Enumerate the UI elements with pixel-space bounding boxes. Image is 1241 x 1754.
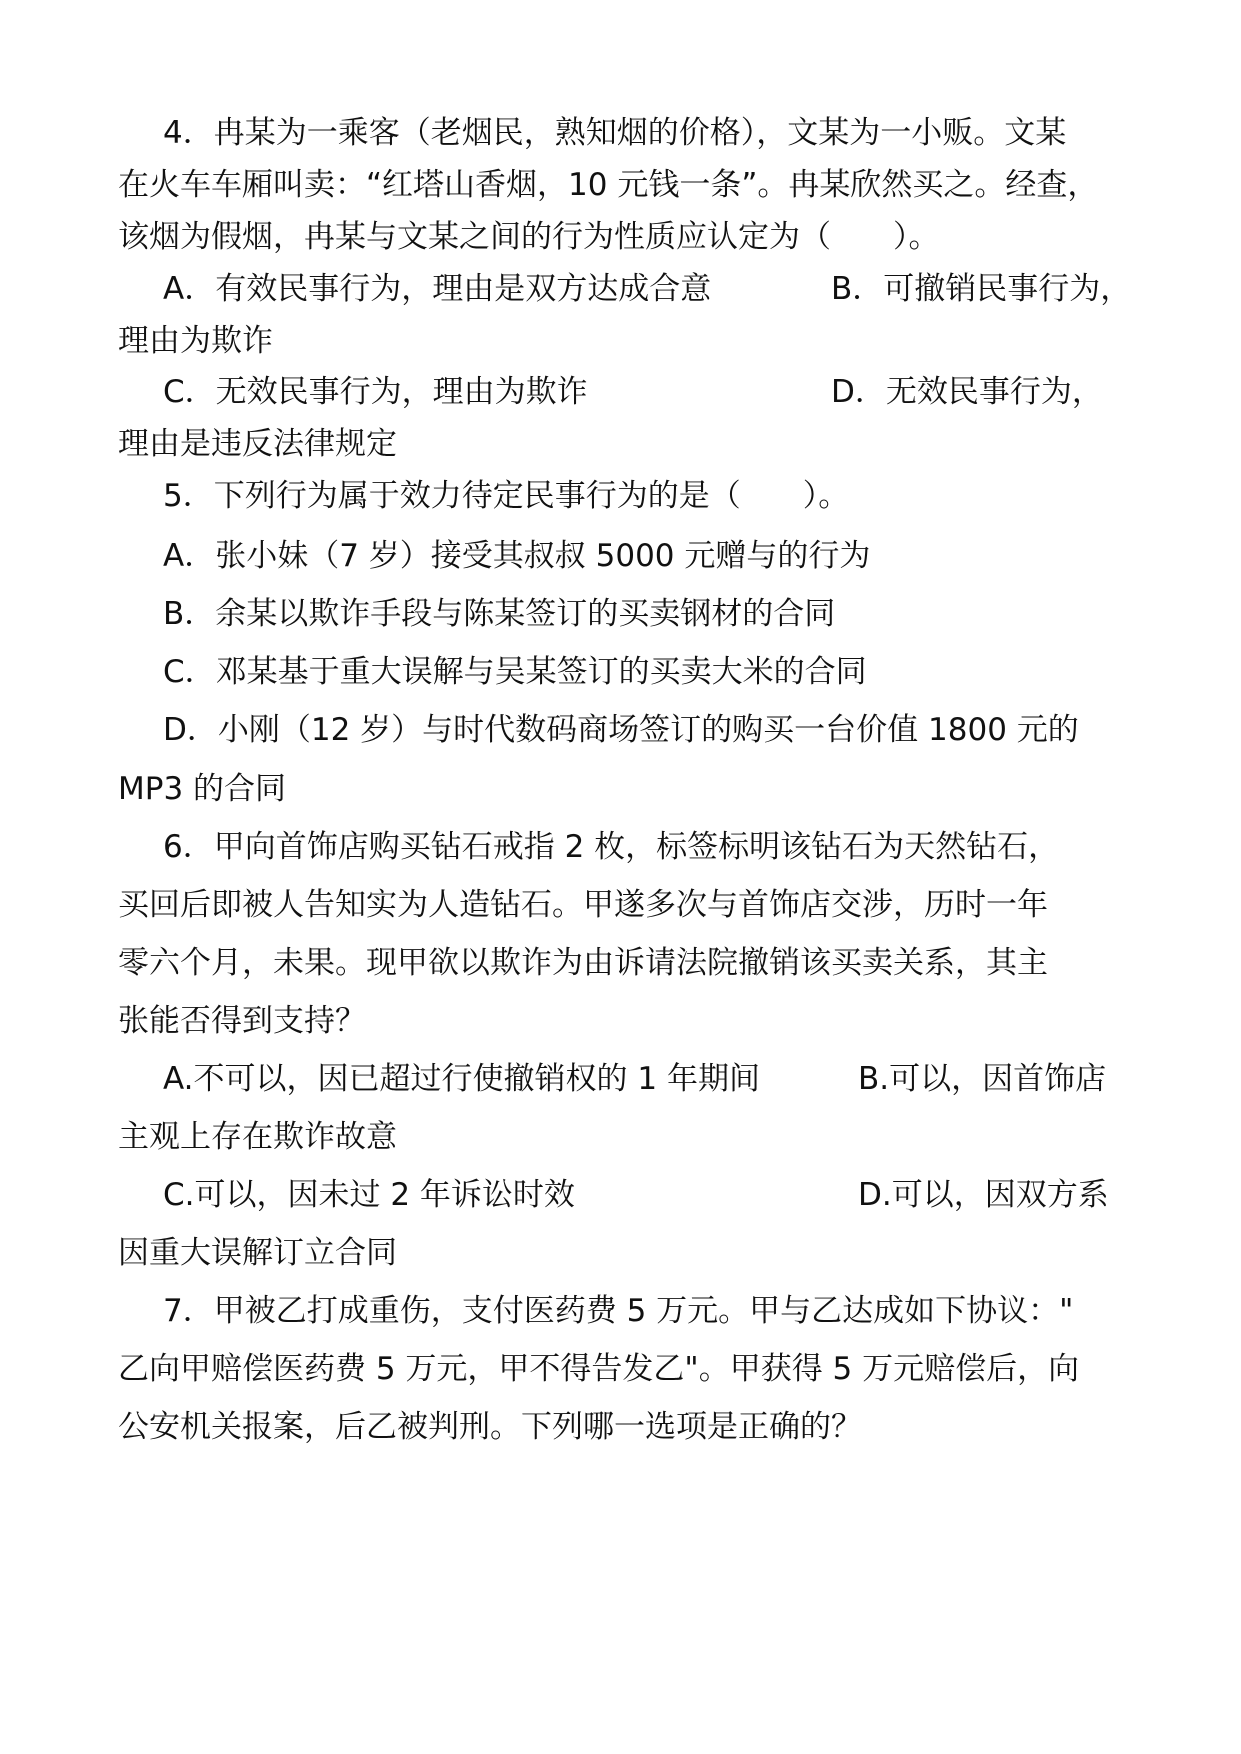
q5-option-a: A．张小妹（7 岁）接受其叔叔 5000 元赠与的行为 bbox=[163, 538, 871, 574]
q6-stem-line-4: 张能否得到支持？ bbox=[118, 1003, 366, 1039]
q5-option-b: B．余某以欺诈手段与陈某签订的买卖钢材的合同 bbox=[163, 596, 836, 632]
q6-option-d-line-2: 因重大误解订立合同 bbox=[118, 1235, 397, 1271]
q4-option-b-line-2: 理由为欺诈 bbox=[118, 323, 273, 359]
q6-option-a: A.不可以，因已超过行使撤销权的 1 年期间 bbox=[163, 1061, 760, 1097]
q5-option-d-line-2: MP3 的合同 bbox=[118, 771, 287, 807]
q7-stem-line-3: 公安机关报案，后乙被判刑。下列哪一选项是正确的？ bbox=[118, 1409, 862, 1445]
q4-stem-line-3: 该烟为假烟，冉某与文某之间的行为性质应认定为（ ）。 bbox=[118, 219, 940, 255]
q4-option-d-line-1: D．无效民事行为， bbox=[831, 374, 1103, 410]
q6-stem-line-2: 买回后即被人告知实为人造钻石。甲遂多次与首饰店交涉，历时一年 bbox=[118, 887, 1048, 923]
q5-stem: 5．下列行为属于效力待定民事行为的是（ ）。 bbox=[163, 478, 850, 514]
q4-option-d-line-2: 理由是违反法律规定 bbox=[118, 426, 397, 462]
q6-option-b-line-2: 主观上存在欺诈故意 bbox=[118, 1119, 397, 1155]
q6-stem-line-1: 6．甲向首饰店购买钻石戒指 2 枚，标签标明该钻石为天然钻石， bbox=[163, 829, 1060, 865]
q6-option-d-line-1: D.可以，因双方系 bbox=[858, 1177, 1109, 1213]
q4-option-c: C．无效民事行为，理由为欺诈 bbox=[163, 374, 588, 410]
q4-stem-line-1: 4．冉某为一乘客（老烟民，熟知烟的价格），文某为一小贩。文某 bbox=[163, 115, 1067, 151]
q7-stem-line-2: 乙向甲赔偿医药费 5 万元，甲不得告发乙"。甲获得 5 万元赔偿后，向 bbox=[118, 1351, 1080, 1387]
q5-option-d-line-1: D．小刚（12 岁）与时代数码商场签订的购买一台价值 1800 元的 bbox=[163, 712, 1079, 748]
q5-option-c: C．邓某基于重大误解与吴某签订的买卖大米的合同 bbox=[163, 654, 867, 690]
q6-option-b-line-1: B.可以，因首饰店 bbox=[858, 1061, 1107, 1097]
q6-option-c: C.可以，因未过 2 年诉讼时效 bbox=[163, 1177, 575, 1213]
q6-stem-line-3: 零六个月，未果。现甲欲以欺诈为由诉请法院撤销该买卖关系，其主 bbox=[118, 945, 1048, 981]
q4-stem-line-2: 在火车车厢叫卖：“红塔山香烟，10 元钱一条”。冉某欣然买之。经查， bbox=[118, 167, 1099, 203]
q7-stem-line-1: 7．甲被乙打成重伤，支付医药费 5 万元。甲与乙达成如下协议：" bbox=[163, 1293, 1074, 1329]
q4-option-a: A．有效民事行为，理由是双方达成合意 bbox=[163, 271, 712, 307]
q4-option-b-line-1: B．可撤销民事行为， bbox=[831, 271, 1132, 307]
